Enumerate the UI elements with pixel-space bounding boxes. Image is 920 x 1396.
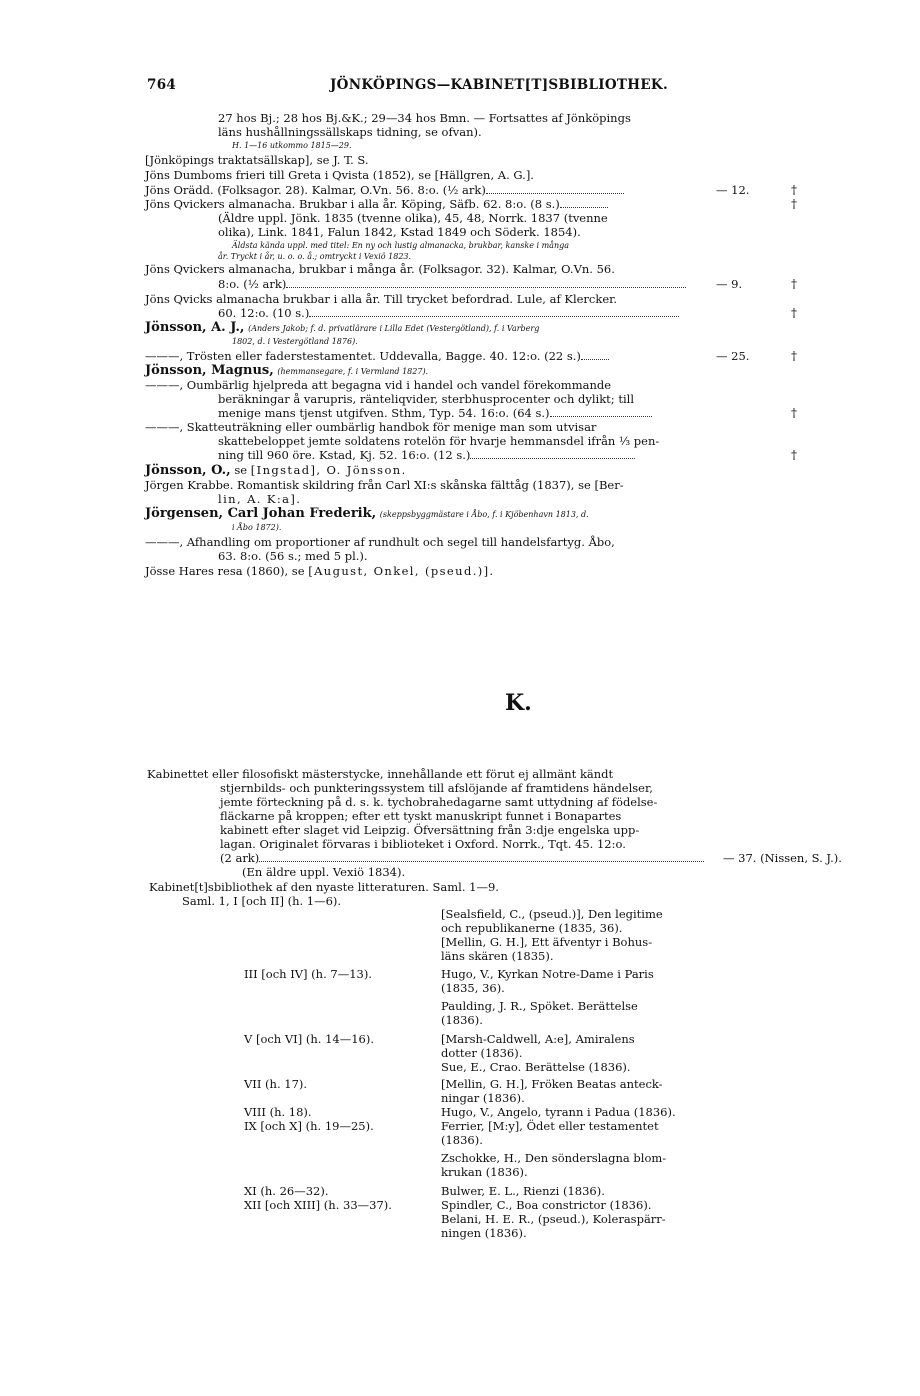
- entry-note: Äldsta kända uppl. med titel: En ny och lustig almanacka, brukbar, kanske i många: [232, 241, 569, 250]
- leader-dots: [470, 449, 635, 459]
- dagger-mark: †: [791, 183, 797, 197]
- series-title: Ferrier, [M:y], Ödet eller testamentet: [441, 1119, 659, 1133]
- catalog-entry: Jöns Dumboms frieri till Greta i Qvista (1852), se [Hällgren, A. G.].: [145, 168, 534, 182]
- catalog-entry: ———, Oumbärlig hjelpreda att begagna vid i handel och vandel förekommande: [145, 378, 612, 392]
- author-biography: (hemmansegare, f. i Vermland 1827).: [277, 367, 429, 376]
- entry-continuation-line: beräkningar å varupris, ränteliqvider, sterbhusprocenter och dylikt; till: [218, 392, 634, 406]
- entry-continuation-line: olika), Link. 1841, Falun 1842, Kstad 1849 och Söderk. 1854).: [218, 225, 581, 239]
- catalog-entry: Kabinettet eller filosofiskt mästerstycke, innehållande ett förut ej allmänt kändt: [147, 767, 614, 781]
- cross-reference: [August, Onkel, (pseud.)].: [308, 564, 495, 578]
- entry-text: menige mans tjenst utgifven. Sthm, Typ. 54. 16:o. (64 s.): [218, 406, 550, 420]
- catalog-entry: [145, 184, 624, 197]
- entry-continuation-line: [218, 307, 679, 320]
- leader-dots: [550, 407, 652, 417]
- entry-continuation-line: [220, 852, 704, 865]
- dagger-mark: †: [791, 406, 797, 420]
- author-name: Jönsson, O.,: [145, 463, 231, 478]
- series-title: och republikanerne (1835, 36).: [441, 921, 623, 935]
- entry-text: Jöns Qvickers almanacha. Brukbar i alla år. Köping, Säfb. 62. 8:o. (8 s.): [145, 197, 560, 211]
- series-volume: III [och IV] (h. 7—13).: [244, 967, 372, 981]
- entry-continuation-line: (Äldre uppl. Jönk. 1835 (tvenne olika), 45, 48, Norrk. 1837 (tvenne: [218, 211, 608, 225]
- series-title: [Mellin, G. H.], Fröken Beatas anteck-: [441, 1077, 663, 1091]
- series-title: ningar (1836).: [441, 1091, 525, 1105]
- entry-continuation-line: lagan. Originalet förvaras i biblioteket i Oxford. Norrk., Tqt. 45. 12:o.: [220, 837, 626, 851]
- price: — 37. (Nissen, S. J.).: [723, 851, 842, 865]
- entry-continuation-line: kabinett efter slaget vid Leipzig. Öfversättning från 3:dje engelska upp-: [220, 823, 640, 837]
- section-letter: K.: [505, 690, 532, 716]
- entry-text: Jöns Orädd. (Folksagor. 28). Kalmar, O.Vn. 56. 8:o. (½ ark): [145, 183, 486, 197]
- dagger-mark: †: [791, 277, 797, 291]
- leader-dots: [259, 852, 704, 862]
- series-volume: V [och VI] (h. 14—16).: [244, 1032, 374, 1046]
- entry-continuation-line: skattebeloppet jemte soldatens rotelön för hvarje hemmansdel ifrån ⅓ pen-: [218, 434, 660, 448]
- series-volume: VII (h. 17).: [244, 1077, 308, 1091]
- entry-note: H. 1—16 utkommo 1815—29.: [232, 141, 352, 150]
- entry-text: (2 ark): [220, 851, 260, 865]
- catalog-entry: Kabinet[t]sbibliothek af den nyaste litteraturen. Saml. 1—9.: [149, 880, 499, 894]
- author-biography: i Åbo 1872).: [232, 523, 282, 532]
- series-volume: XI (h. 26—32).: [244, 1184, 329, 1198]
- entry-continuation-line: [218, 278, 686, 291]
- series-title: (1835, 36).: [441, 981, 505, 995]
- cross-reference: [Ingstad], O. Jönsson.: [250, 463, 407, 477]
- author-heading: [145, 464, 407, 477]
- series-title: Sue, E., Crao. Berättelse (1836).: [441, 1060, 631, 1074]
- catalog-entry: Jöns Qvickers almanacha, brukbar i många år. (Folksagor. 32). Kalmar, O.Vn. 56.: [145, 262, 615, 276]
- series-title: dotter (1836).: [441, 1046, 523, 1060]
- series-title: Paulding, J. R., Spöket. Berättelse: [441, 999, 638, 1013]
- price: — 25.: [716, 349, 750, 363]
- series-volume: IX [och X] (h. 19—25).: [244, 1119, 374, 1133]
- entry-text: 60. 12:o. (10 s.): [218, 306, 310, 320]
- entry-text: ———, Trösten eller faderstestamentet. Uddevalla, Bagge. 40. 12:o. (22 s.): [145, 349, 581, 363]
- series-title: [Sealsfield, C., (pseud.)], Den legitime: [441, 907, 663, 921]
- running-title: JÖNKÖPINGS—KABINET[T]SBIBLIOTHEK.: [330, 77, 668, 93]
- page-number: 764: [147, 77, 177, 93]
- price: — 9.: [716, 277, 743, 291]
- dagger-mark: †: [791, 448, 797, 462]
- series-volume: Saml. 1, I [och II] (h. 1—6).: [182, 894, 342, 908]
- dagger-mark: †: [791, 349, 797, 363]
- author-heading: [145, 507, 589, 520]
- catalog-entry: [145, 565, 495, 578]
- catalog-entry: [Jönköpings traktatsällskap], se J. T. S.: [145, 153, 369, 167]
- entry-note: år. Tryckt i år, u. o. o. å.; omtryckt i Vexiö 1823.: [218, 252, 412, 261]
- entry-continuation-line: jemte förteckning på d. s. k. tychobrahedagarne samt uttydning af födelse-: [220, 795, 658, 809]
- entry-continuation-line: 63. 8:o. (56 s.; med 5 pl.).: [218, 549, 368, 563]
- series-title: [Marsh-Caldwell, A:e], Amiralens: [441, 1032, 635, 1046]
- author-biography: (Anders Jakob; f. d. privatlärare i Lilla Edet (Vestergötland), f. i Varberg: [248, 324, 540, 333]
- price: — 12.: [716, 183, 750, 197]
- entry-continuation-line: [218, 407, 652, 420]
- author-biography: (skeppsbyggmästare i Åbo, f. i Kjöbenhavn 1813, d.: [379, 510, 589, 519]
- series-title: (1836).: [441, 1133, 483, 1147]
- leader-dots: [286, 278, 686, 288]
- catalog-entry: [145, 350, 609, 363]
- entry-text: 8:o. (½ ark): [218, 277, 287, 291]
- entry-continuation-line: läns hushållningssällskaps tidning, se ofvan).: [218, 125, 482, 139]
- catalog-entry: [145, 198, 608, 211]
- leader-dots: [486, 184, 624, 194]
- series-title: Spindler, C., Boa constrictor (1836).: [441, 1198, 652, 1212]
- cross-reference-word: se: [234, 463, 248, 477]
- series-title: (1836).: [441, 1013, 483, 1027]
- series-title: [Mellin, G. H.], Ett äfventyr i Bohus-: [441, 935, 653, 949]
- author-name: Jörgensen, Carl Johan Frederik,: [145, 506, 377, 521]
- author-biography: 1802, d. i Vestergötland 1876).: [232, 337, 358, 346]
- entry-continuation-line: fläckarne på kroppen; efter ett tyskt manuskript funnet i Bonapartes: [220, 809, 622, 823]
- author-heading: [145, 321, 539, 334]
- series-title: ningen (1836).: [441, 1226, 527, 1240]
- series-title: Hugo, V., Angelo, tyrann i Padua (1836).: [441, 1105, 676, 1119]
- dagger-mark: †: [791, 197, 797, 211]
- series-volume: VIII (h. 18).: [244, 1105, 312, 1119]
- series-title: Hugo, V., Kyrkan Notre-Dame i Paris: [441, 967, 654, 981]
- series-volume: XII [och XIII] (h. 33—37).: [244, 1198, 392, 1212]
- leader-dots: [309, 307, 679, 317]
- series-title: Belani, H. E. R., (pseud.), Koleraspärr-: [441, 1212, 666, 1226]
- entry-continuation-line: stjernbilds- och punkteringssystem till afslöjande af framtidens händelser,: [220, 781, 653, 795]
- entry-continuation-line: lin, A. K:a].: [218, 492, 302, 506]
- catalog-entry: ———, Afhandling om proportioner af rundhult och segel till handelsfartyg. Åbo,: [145, 535, 615, 549]
- catalog-entry: Jörgen Krabbe. Romantisk skildring från Carl XI:s skånska fälttåg (1837), se [Ber-: [145, 478, 624, 492]
- catalog-entry: Jöns Qvicks almanacha brukbar i alla år. Till trycket befordrad. Lule, af Klercker.: [145, 292, 618, 306]
- entry-note: (En äldre uppl. Vexiö 1834).: [242, 865, 406, 879]
- entry-text: Jösse Hares resa (1860), se: [145, 564, 305, 578]
- leader-dots: [560, 198, 608, 208]
- author-name: Jönsson, A. J.,: [145, 320, 245, 335]
- series-title: Bulwer, E. L., Rienzi (1836).: [441, 1184, 605, 1198]
- entry-text: ning till 960 öre. Kstad, Kj. 52. 16:o. (12 s.): [218, 448, 471, 462]
- series-title: läns skären (1835).: [441, 949, 554, 963]
- leader-dots: [581, 350, 609, 360]
- catalog-entry: ———, Skatteuträkning eller oumbärlig handbok för menige man som utvisar: [145, 420, 597, 434]
- entry-continuation-line: 27 hos Bj.; 28 hos Bj.&K.; 29—34 hos Bmn. — Fortsattes af Jönköpings: [218, 111, 631, 125]
- series-title: Zschokke, H., Den sönderslagna blom-: [441, 1151, 667, 1165]
- dagger-mark: †: [791, 306, 797, 320]
- series-title: krukan (1836).: [441, 1165, 528, 1179]
- author-heading: [145, 364, 428, 377]
- author-name: Jönsson, Magnus,: [145, 363, 274, 378]
- entry-continuation-line: [218, 449, 635, 462]
